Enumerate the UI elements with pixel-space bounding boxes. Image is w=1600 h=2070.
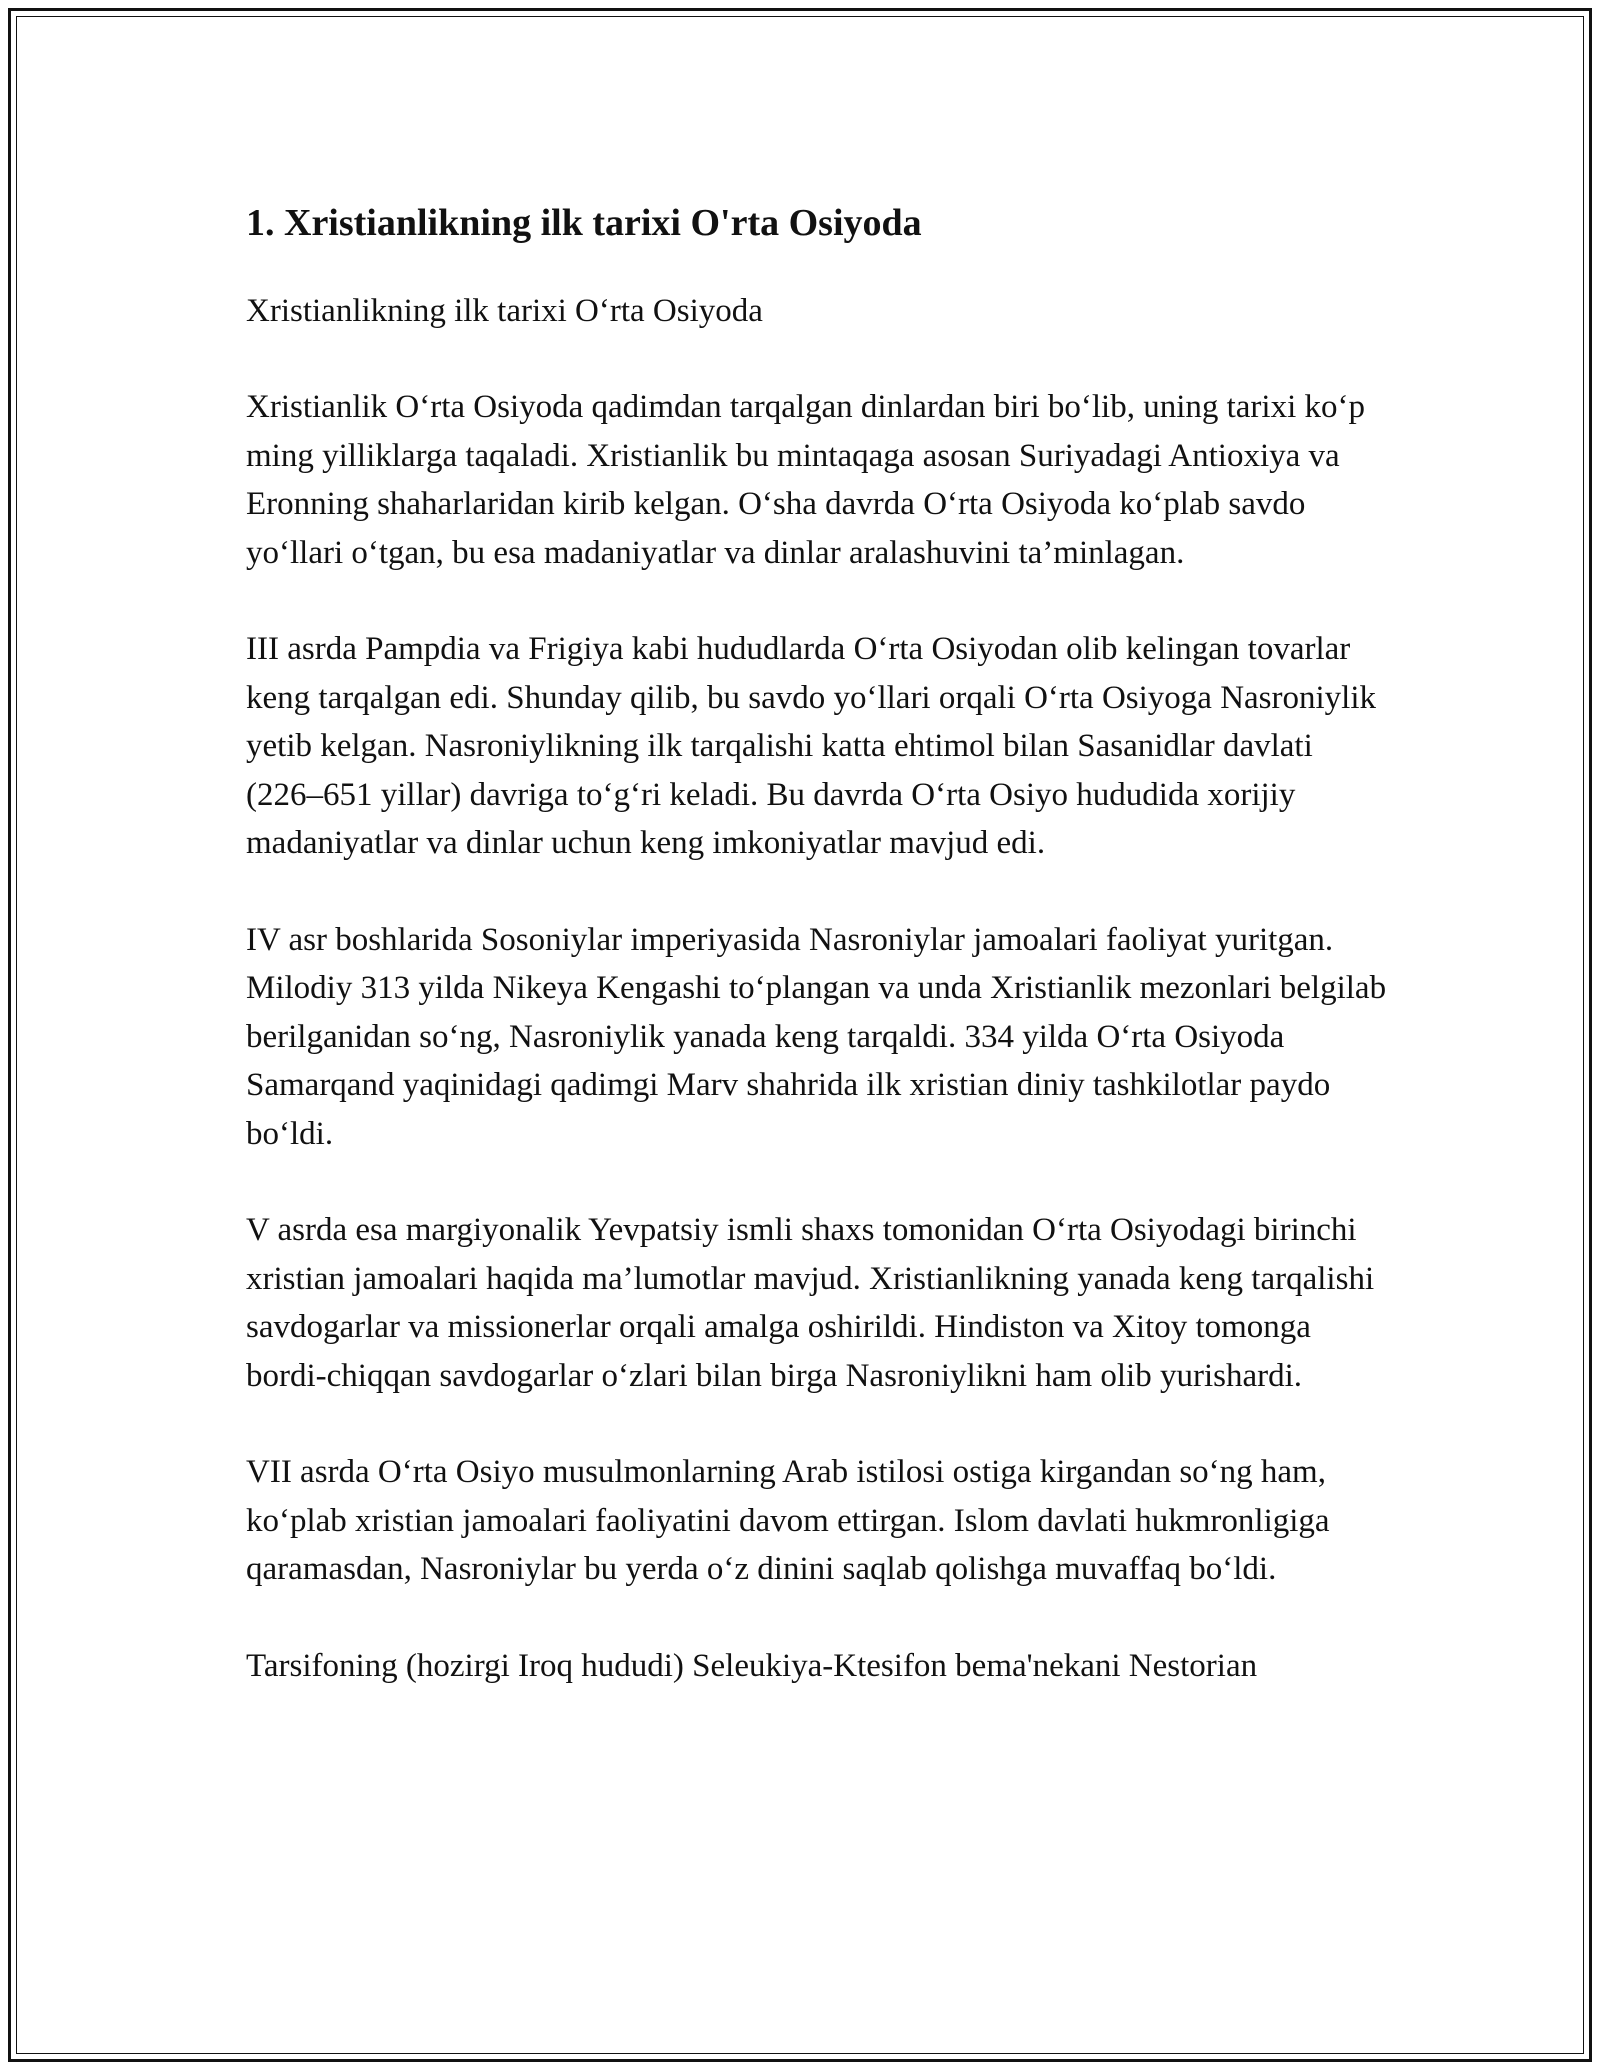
paragraph: Xristianlik O‘rta Osiyoda qadimdan tarqalgan dinlardan biri bo‘lib, uning tarixi ko‘p ming yilliklarga taqaladi. Xristianlik bu mintaqaga asosan Suriyadagi Antioxiya va Eronning shaharlaridan kirib kelgan. O‘sha davrda O‘rta Osiyoda ko‘plab savdo yo‘llari o‘tgan, bu esa madaniyatlar va dinlar aralashuvini ta’minlagan. <box>246 389 1365 571</box>
paragraph: VII asrda O‘rta Osiyo musulmonlarning Arab istilosi ostiga kirgandan so‘ng ham, ko‘plab xristian jamoalari faoliyatini davom ettirgan. Islom davlati hukmronligiga qaramasdan, Nasroniylar bu yerda o‘z dinini saqlab qolishga muvaffaq bo‘ldi. <box>246 1454 1330 1587</box>
paragraph: IV asr boshlarida Sosoniylar imperiyasida Nasroniylar jamoalari faoliyat yuritgan. Milodiy 313 yilda Nikeya Kengashi to‘plangan va unda Xristianlik mezonlari belgilab berilganidan so‘ng, Nasroniylik yanada keng tarqaldi. 334 yilda O‘rta Osiyoda Samarqand yaqinidagi qadimgi Marv shahrida ilk xristian diniy tashkilotlar paydo bo‘ldi. <box>246 921 1387 1152</box>
page-border <box>8 8 1592 2062</box>
paragraph: III asrda Pampdia va Frigiya kabi hududlarda O‘rta Osiyodan olib kelingan tovarlar keng tarqalgan edi. Shunday qilib, bu savdo yo‘llari orqali O‘rta Osiyoga Nasroniylik yetib kelgan. Nasroniylikning ilk tarqalishi katta ehtimol bilan Sasanidlar davlati (226–651 yillar) davriga to‘g‘ri keladi. Bu davrda O‘rta Osiyo hududida xorijiy madaniyatlar va dinlar uchun keng imkoniyatlar mavjud edi. <box>246 631 1377 861</box>
paragraph-truncated: Tarsifoning (hozirgi Iroq hududi) Seleukiya-Ktesifon bema'nekani Nestorian <box>246 1647 1258 1684</box>
document-body <box>246 197 1396 1738</box>
document-heading: 1. Xristianlikning ilk tarixi O'rta Osiyoda <box>246 202 922 244</box>
paragraph: V asrda esa margiyonalik Yevpatsiy ismli shaxs tomonidan O‘rta Osiyodagi birinchi xristian jamoalari haqida ma’lumotlar mavjud. Xristianlikning yanada keng tarqalishi savdogarlar va missionerlar orqali amalga oshirildi. Hindiston va Xitoy tomonga bordi-chiqqan savdogarlar o‘zlari bilan birga Nasroniylikni ham olib yurishardi. <box>246 1212 1375 1394</box>
document-subheading: Xristianlikning ilk tarixi O‘rta Osiyoda <box>246 293 763 329</box>
